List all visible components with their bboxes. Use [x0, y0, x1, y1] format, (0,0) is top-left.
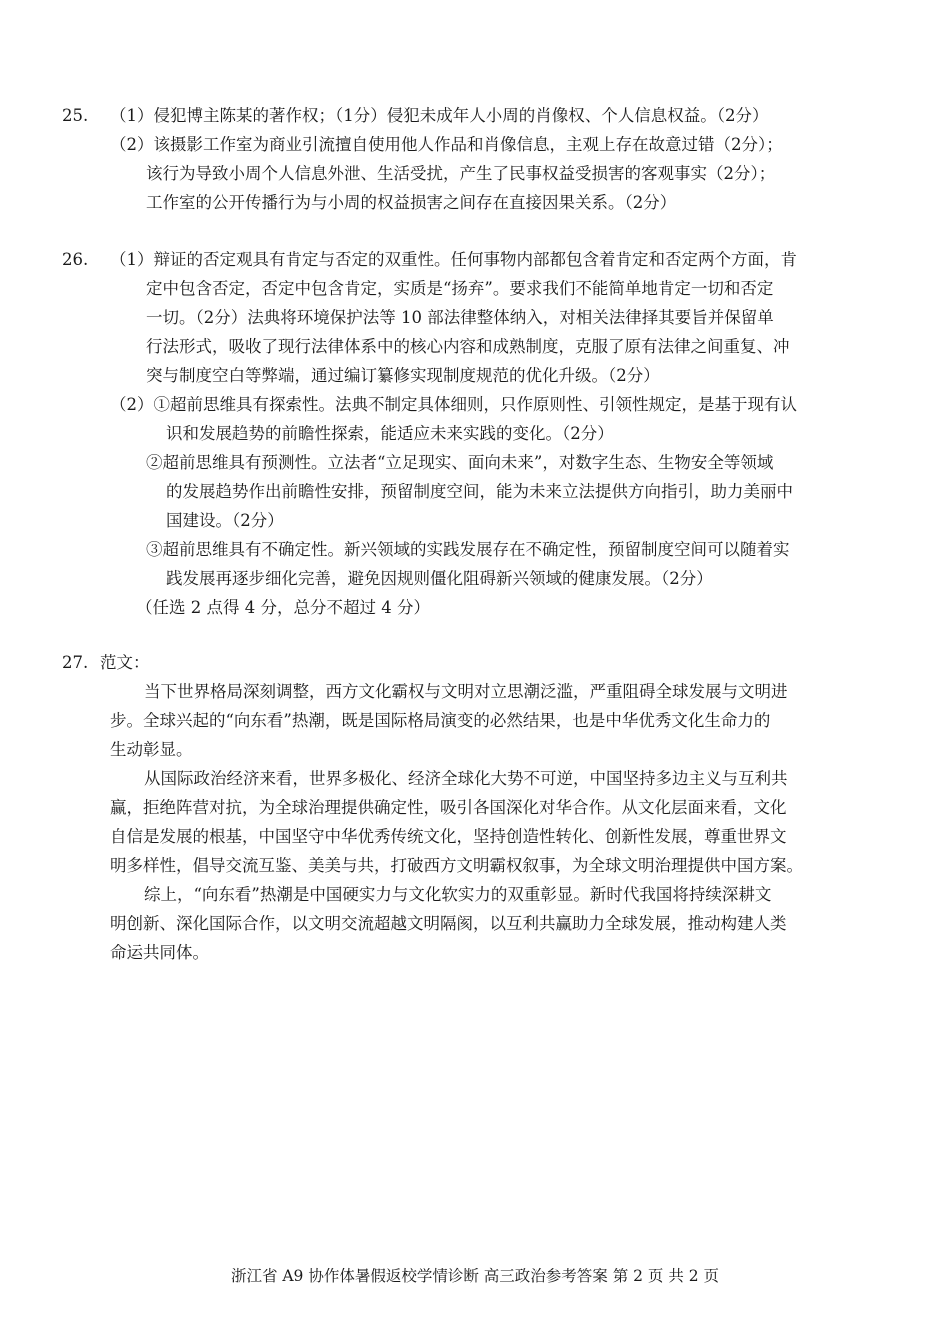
q25-line-3: 该行为导致小周个人信息外泄、生活受扰，产生了民事权益受损害的客观事实（2分）；	[146, 164, 776, 183]
question-number-25: 25.	[62, 106, 89, 125]
q26-line-2: 定中包含否定，否定中包含肯定，实质是“扬弃”。要求我们不能简单地肯定一切和否定	[146, 279, 774, 298]
q27-line-4: 从国际政治经济来看，世界多极化、经济全球化大势不可逆，中国坚持多边主义与互利共	[144, 769, 788, 788]
q26-line-3: 一切。（2分）法典将环境保护法等 10 部法律整体纳入，对相关法律择其要旨并保留单	[146, 308, 774, 327]
q26-line-6: （2）①超前思维具有探索性。法典不制定具体细则，只作原则性、引领性规定，是基于现有认	[110, 395, 797, 414]
q26-line-9: 的发展趋势作出前瞻性安排，预留制度空间，能为未来立法提供方向指引，助力美丽中	[166, 482, 793, 501]
page-footer: 浙江省 A9 协作体暑假返校学情诊断 高三政治参考答案 第 2 页 共 2 页	[230, 1267, 720, 1285]
q27-line-1: 当下世界格局深刻调整，西方文化霸权与文明对立思潮泛滥，严重阻碍全球发展与文明进	[144, 682, 788, 701]
q25-line-4: 工作室的公开传播行为与小周的权益损害之间存在直接因果关系。（2分）	[146, 193, 677, 212]
q27-line-9: 明创新、深化国际合作，以文明交流超越文明隔阂，以互利共赢助力全球发展，推动构建人类	[110, 914, 787, 933]
q26-scoring-note: （任选 2 点得 4 分，总分不超过 4 分）	[136, 598, 430, 617]
q25-line-1: （1）侵犯博主陈某的著作权；（1分）侵犯未成年人小周的肖像权、个人信息权益。（2分）	[110, 106, 769, 125]
q26-line-7: 识和发展趋势的前瞻性探索，能适应未来实践的变化。（2分）	[166, 424, 614, 443]
q27-heading: 范文：	[100, 653, 150, 672]
q27-line-7: 明多样性，倡导交流互鉴、美美与共，打破西方文明霸权叙事，为全球文明治理提供中国方案。	[110, 856, 803, 875]
question-number-27: 27.	[62, 653, 89, 672]
q26-line-4: 行法形式，吸收了现行法律体系中的核心内容和成熟制度，克服了原有法律之间重复、冲	[146, 337, 790, 356]
q26-line-1: （1）辩证的否定观具有肯定与否定的双重性。任何事物内部都包含着肯定和否定两个方面，肯	[110, 250, 797, 269]
q27-line-5: 赢，拒绝阵营对抗，为全球治理提供确定性，吸引各国深化对华合作。从文化层面来看，文化	[110, 798, 787, 817]
q26-line-12: 践发展再逐步细化完善，避免因规则僵化阻碍新兴领域的健康发展。（2分）	[166, 569, 713, 588]
q26-line-8: ②超前思维具有预测性。立法者“立足现实、面向未来”，对数字生态、生物安全等领域	[146, 453, 774, 472]
q26-line-11: ③超前思维具有不确定性。新兴领域的实践发展存在不确定性，预留制度空间可以随着实	[146, 540, 790, 559]
q26-line-10: 国建设。（2分）	[166, 511, 284, 530]
q25-line-2: （2）该摄影工作室为商业引流擅自使用他人作品和肖像信息，主观上存在故意过错（2分）；	[110, 135, 783, 154]
q27-line-6: 自信是发展的根基，中国坚守中华优秀传统文化，坚持创造性转化、创新性发展，尊重世界文	[110, 827, 787, 846]
q26-line-5: 突与制度空白等弊端，通过编订纂修实现制度规范的优化升级。（2分）	[146, 366, 660, 385]
question-number-26: 26.	[62, 250, 89, 269]
q27-line-8: 综上，“向东看”热潮是中国硬实力与文化软实力的双重彰显。新时代我国将持续深耕文	[144, 885, 772, 904]
q27-line-10: 命运共同体。	[110, 943, 209, 962]
q27-line-3: 生动彰显。	[110, 740, 193, 759]
q27-line-2: 步。全球兴起的“向东看”热潮，既是国际格局演变的必然结果，也是中华优秀文化生命力的	[110, 711, 771, 730]
